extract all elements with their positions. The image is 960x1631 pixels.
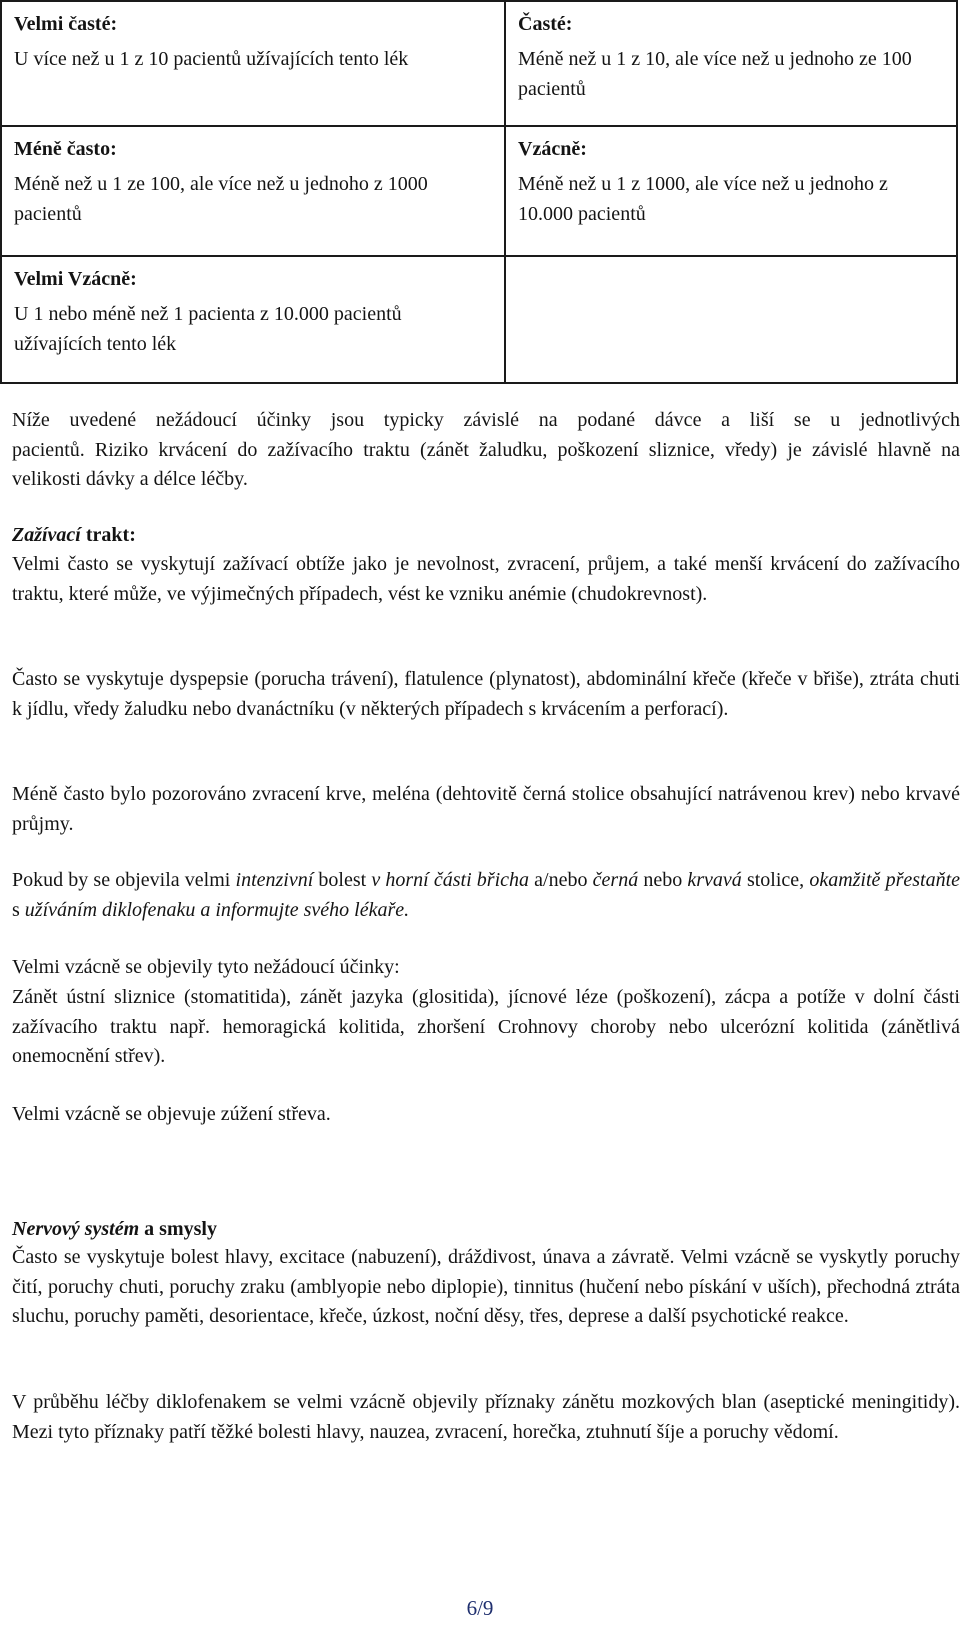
cell-heading: Velmi časté:	[14, 13, 118, 35]
text-run: stolice,	[741, 869, 810, 891]
nervous-paragraph-1: Často se vyskytuje bolest hlavy, excitace (nabuzení), dráždivost, únava a závratě. Velmi vzácně se vyskytly poruchy čití, poruchy chuti, poruchy zraku (amblyopie nebo diplopie), tinnitus (hučení nebo pískání v uších), přechodná ztráta sluchu, poruchy paměti, desorientace, křeče, úzkost, noční děsy, třes, deprese a další psychotické reakce.	[12, 1246, 960, 1327]
text-run: a/nebo	[529, 869, 593, 891]
section-heading-nervous	[12, 1215, 960, 1245]
cell-very-common	[1, 1, 505, 126]
cell-uncommon	[1, 126, 505, 256]
intro-line-1: Níže uvedené nežádoucí účinky jsou typicky závislé na podané dávce a liší se u jednotlivých	[12, 409, 960, 431]
intro-paragraph	[12, 406, 960, 495]
text-run: bolest	[313, 869, 372, 891]
cell-heading: Vzácně:	[518, 138, 587, 160]
page-number: 6/9	[466, 1596, 494, 1620]
intro-line-rest: pacientů. Riziko krvácení do zažívacího traktu (zánět žaludku, poškození sliznice, vředy) je závislé hlavně na velikosti dávky a délce léčby.	[12, 438, 960, 490]
text-run: Pokud by se objevila velmi	[12, 869, 236, 891]
digestive-paragraph-3: Méně často bylo pozorováno zvracení krve, meléna (dehtovitě černá stolice obsahující natrávenou krev) nebo krvavé průjmy.	[12, 783, 960, 835]
italic-run: černá	[592, 869, 639, 891]
cell-heading: Méně často:	[14, 138, 117, 160]
heading-italic: Zažívací	[12, 524, 81, 546]
table-row	[1, 126, 957, 256]
italic-run: okamžitě přestaňte	[809, 869, 960, 891]
text-run: nebo	[638, 869, 688, 891]
cell-empty	[505, 256, 957, 383]
heading-bold: trakt:	[85, 524, 136, 546]
cell-common	[505, 1, 957, 126]
digestive-paragraph-2: Často se vyskytuje dyspepsie (porucha trávení), flatulence (plynatost), abdominální křeče (křeče v břiše), ztráta chuti k jídlu, vředy žaludku nebo dvanáctníku (v některých případech s krvácením a perforací).	[12, 668, 960, 720]
cell-text: Méně než u 1 z 10, ale více než u jednoho ze 100 pacientů	[518, 48, 912, 100]
italic-run: krvavá	[687, 869, 742, 891]
digestive-paragraph-warning	[12, 866, 960, 925]
cell-text: Méně než u 1 z 1000, ale více než u jednoho z 10.000 pacientů	[518, 173, 888, 225]
heading-italic: Nervový systém	[12, 1218, 140, 1240]
cell-heading: Velmi Vzácně:	[14, 268, 137, 290]
italic-run: v horní části břicha	[371, 869, 530, 891]
nervous-paragraph-2: V průběhu léčby diklofenakem se velmi vzácně objevily příznaky zánětu mozkových blan (aseptické meningitidy). Mezi tyto příznaky patří těžké bolesti hlavy, nauzea, zvracení, horečka, ztuhnutí šíje a poruchy vědomí.	[12, 1391, 960, 1443]
cell-text: U více než u 1 z 10 pacientů užívajících tento lék	[14, 48, 409, 70]
table-row	[1, 1, 957, 126]
cell-very-rare	[1, 256, 505, 383]
digestive-paragraph-5-intro: Velmi vzácně se objevily tyto nežádoucí účinky:	[12, 956, 400, 978]
italic-run: užíváním diklofenaku a informujte svého lékaře.	[24, 898, 410, 921]
cell-rare	[505, 126, 957, 256]
digestive-paragraph-5-body: Zánět ústní sliznice (stomatitida), zánět jazyka (glositida), jícnové léze (poškození), zácpa a potíže v dolní části zažívacího traktu např. hemoragická kolitida, zhoršení Crohnovy choroby nebo ulcerózní kolitida (zánětlivá onemocnění střev).	[12, 986, 960, 1067]
cell-text: U 1 nebo méně než 1 pacienta z 10.000 pacientů užívajících tento lék	[14, 303, 402, 355]
cell-heading: Časté:	[518, 13, 573, 35]
frequency-table	[0, 0, 958, 384]
section-heading-digestive	[12, 521, 960, 551]
italic-run: intenzivní	[235, 869, 314, 891]
digestive-paragraph-6: Velmi vzácně se objevuje zúžení střeva.	[12, 1103, 331, 1125]
heading-bold: a smysly	[144, 1218, 217, 1240]
digestive-paragraph-1: Velmi často se vyskytují zažívací obtíže jako je nevolnost, zvracení, průjem, a také menší krvácení do zažívacího traktu, které může, ve výjimečných případech, vést ke vzniku anémie (chudokrevnost).	[12, 553, 960, 605]
table-row	[1, 256, 957, 383]
cell-text: Méně než u 1 ze 100, ale více než u jednoho z 1000 pacientů	[14, 173, 428, 225]
text-run: s	[12, 898, 25, 921]
